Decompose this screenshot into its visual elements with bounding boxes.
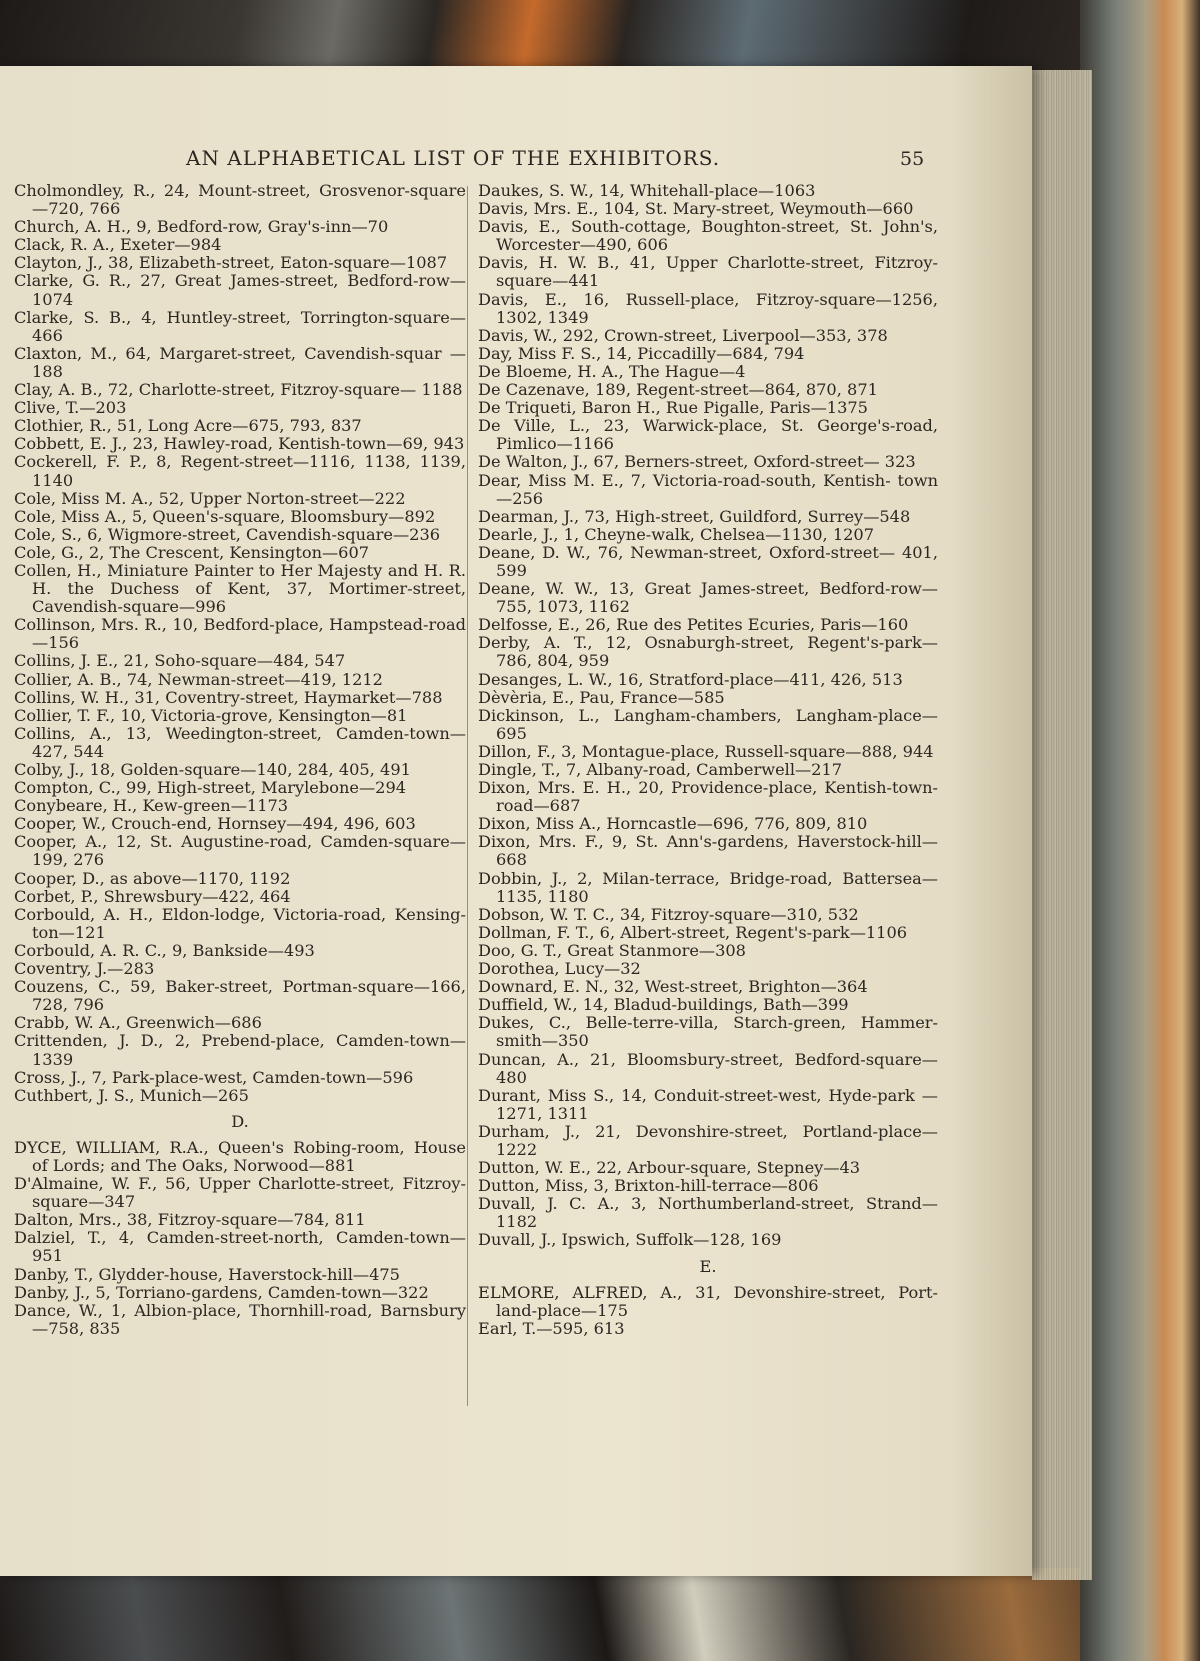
exhibitor-entry: Dutton, W. E., 22, Arbour-square, Stepney—43 xyxy=(478,1158,861,1178)
exhibitor-entry: Dearman, J., 73, High-street, Guildford, Surrey—548 xyxy=(478,506,911,526)
exhibitor-entry: Day, Miss F. S., 14, Piccadilly—684, 794 xyxy=(478,343,805,363)
exhibitor-entry: Dear, Miss M. E., 7, Victoria-road-south, Kentish- town—256 xyxy=(478,470,938,508)
exhibitor-entry: Collins, W. H., 31, Coventry-street, Haymarket—788 xyxy=(14,687,443,707)
running-head: AN ALPHABETICAL LIST OF THE EXHIBITORS. xyxy=(186,146,721,170)
exhibitor-entry: Collen, H., Miniature Painter to Her Majesty and H. R. H. the Duchess of Kent, 37, Mortimer-street, Cavendish-square—996 xyxy=(14,560,466,617)
exhibitor-entry: Dillon, F., 3, Montague-place, Russell-square—888, 944 xyxy=(478,741,934,761)
page-edges xyxy=(1032,70,1092,1580)
exhibitor-entry: Conybeare, H., Kew-green—1173 xyxy=(14,796,289,816)
exhibitor-entry: DYCE, WILLIAM, R.A., Queen's Robing-room, House of Lords; and The Oaks, Norwood—881 xyxy=(14,1137,466,1175)
exhibitor-entry: Duncan, A., 21, Bloomsbury-street, Bedford-square— 480 xyxy=(478,1049,938,1087)
exhibitor-entry: Derby, A. T., 12, Osnaburgh-street, Regent's-park— 786, 804, 959 xyxy=(478,633,938,671)
right-column xyxy=(478,182,938,1338)
exhibitor-entry: Davis, W., 292, Crown-street, Liverpool—353, 378 xyxy=(478,325,888,345)
exhibitor-entry: Collins, A., 13, Weedington-street, Camden-town— 427, 544 xyxy=(14,723,466,761)
exhibitor-entry: Cuthbert, J. S., Munich—265 xyxy=(14,1085,249,1105)
exhibitor-entry: Duffield, W., 14, Bladud-buildings, Bath—399 xyxy=(478,995,849,1015)
exhibitor-entry: Clarke, G. R., 27, Great James-street, Bedford-row— 1074 xyxy=(14,271,466,309)
exhibitor-entry: Crittenden, J. D., 2, Prebend-place, Camden-town— 1339 xyxy=(14,1031,466,1069)
exhibitor-entry: Collinson, Mrs. R., 10, Bedford-place, Hampstead-road —156 xyxy=(14,615,466,653)
exhibitor-entry: Clive, T.—203 xyxy=(14,398,127,418)
left-column xyxy=(14,182,466,1338)
exhibitor-entry: Desanges, L. W., 16, Stratford-place—411, 426, 513 xyxy=(478,669,903,689)
exhibitor-entry: ELMORE, ALFRED, A., 31, Devonshire-street, Port- land-place—175 xyxy=(478,1282,938,1320)
exhibitor-entry: De Cazenave, 189, Regent-street—864, 870, 871 xyxy=(478,380,878,400)
exhibitor-entry: Dobson, W. T. C., 34, Fitzroy-square—310, 532 xyxy=(478,904,859,924)
exhibitor-entry: Cholmondley, R., 24, Mount-street, Grosvenor-square —720, 766 xyxy=(14,181,466,219)
exhibitor-entry: Clay, A. B., 72, Charlotte-street, Fitzroy-square— 1188 xyxy=(14,380,463,400)
page-number: 55 xyxy=(900,148,925,170)
exhibitor-entry: De Walton, J., 67, Berners-street, Oxford-street— 323 xyxy=(478,452,916,472)
exhibitor-entry: Couzens, C., 59, Baker-street, Portman-square—166, 728, 796 xyxy=(14,977,466,1015)
exhibitor-entry: Cooper, W., Crouch-end, Hornsey—494, 496, 603 xyxy=(14,814,416,834)
exhibitor-entry: Corbet, P., Shrewsbury—422, 464 xyxy=(14,886,291,906)
exhibitor-entry: Deane, W. W., 13, Great James-street, Bedford-row— 755, 1073, 1162 xyxy=(478,579,938,617)
exhibitor-entry: Cole, G., 2, The Crescent, Kensington—607 xyxy=(14,542,370,562)
exhibitor-entry: Davis, H. W. B., 41, Upper Charlotte-street, Fitzroy- square—441 xyxy=(478,253,938,291)
exhibitor-entry: Durham, J., 21, Devonshire-street, Portland-place— 1222 xyxy=(478,1121,938,1159)
exhibitor-entry: Cooper, A., 12, St. Augustine-road, Camden-square— 199, 276 xyxy=(14,832,466,870)
exhibitor-entry: Dixon, Mrs. E. H., 20, Providence-place, Kentish-town- road—687 xyxy=(478,778,938,816)
entries-d-list xyxy=(14,1139,466,1338)
exhibitor-entry: Dixon, Mrs. F., 9, St. Ann's-gardens, Haverstock-hill— 668 xyxy=(478,832,938,870)
exhibitor-entry: Cross, J., 7, Park-place-west, Camden-town—596 xyxy=(14,1067,414,1087)
exhibitor-entry: Cole, S., 6, Wigmore-street, Cavendish-square—236 xyxy=(14,524,441,544)
exhibitor-entry: Cole, Miss M. A., 52, Upper Norton-street—222 xyxy=(14,488,406,508)
exhibitor-entry: Deane, D. W., 76, Newman-street, Oxford-street— 401, 599 xyxy=(478,542,938,580)
exhibitor-entry: Colby, J., 18, Golden-square—140, 284, 405, 491 xyxy=(14,760,411,779)
section-heading-e: E. xyxy=(699,1256,717,1276)
exhibitor-entry: Dingle, T., 7, Albany-road, Camberwell—217 xyxy=(478,760,843,779)
exhibitor-entry: Dance, W., 1, Albion-place, Thornhill-road, Barnsbury —758, 835 xyxy=(14,1300,466,1338)
exhibitor-entry: Davis, E., South-cottage, Boughton-street, St. John's, Worcester—490, 606 xyxy=(478,217,938,255)
column-rule xyxy=(467,186,468,1406)
section-heading-d: D. xyxy=(231,1111,249,1131)
exhibitor-entry: Dukes, C., Belle-terre-villa, Starch-green, Hammer- smith—350 xyxy=(478,1013,938,1051)
exhibitor-entry: Cobbett, E. J., 23, Hawley-road, Kentish-town—69, 943 xyxy=(14,434,465,454)
exhibitor-entry: Dalton, Mrs., 38, Fitzroy-square—784, 811 xyxy=(14,1210,366,1230)
exhibitor-entry: Delfosse, E., 26, Rue des Petites Ecuries, Paris—160 xyxy=(478,615,909,635)
exhibitor-entry: Dutton, Miss, 3, Brixton-hill-terrace—806 xyxy=(478,1176,819,1196)
exhibitor-entry: Cockerell, F. P., 8, Regent-street—1116, 1138, 1139, 1140 xyxy=(14,452,466,490)
book-edge-marbling xyxy=(1080,0,1200,1661)
exhibitor-entry: Claxton, M., 64, Margaret-street, Cavendish-squar — 188 xyxy=(14,343,466,381)
exhibitor-entry: Doo, G. T., Great Stanmore—308 xyxy=(478,940,746,960)
exhibitor-entry: Church, A. H., 9, Bedford-row, Gray's-inn—70 xyxy=(14,217,389,237)
exhibitor-entry: Collier, T. F., 10, Victoria-grove, Kensington—81 xyxy=(14,705,408,725)
exhibitor-entry: Danby, T., Glydder-house, Haverstock-hill—475 xyxy=(14,1264,400,1284)
exhibitor-entry: Davis, Mrs. E., 104, St. Mary-street, Weymouth—660 xyxy=(478,199,914,219)
exhibitor-entry: Dixon, Miss A., Horncastle—696, 776, 809, 810 xyxy=(478,814,868,834)
exhibitor-entry: Dobbin, J., 2, Milan-terrace, Bridge-road, Battersea— 1135, 1180 xyxy=(478,868,938,906)
exhibitor-entry: Clarke, S. B., 4, Huntley-street, Torrington-square— 466 xyxy=(14,307,466,345)
exhibitor-entry: Davis, E., 16, Russell-place, Fitzroy-square—1256, 1302, 1349 xyxy=(478,289,938,327)
entries-e-list xyxy=(478,1284,938,1338)
exhibitor-entry: Compton, C., 99, High-street, Marylebone—294 xyxy=(14,778,407,798)
exhibitor-entry: Earl, T.—595, 613 xyxy=(478,1318,625,1338)
exhibitor-entry: Dearle, J., 1, Cheyne-walk, Chelsea—1130, 1207 xyxy=(478,524,875,544)
exhibitor-entry: Clothier, R., 51, Long Acre—675, 793, 837 xyxy=(14,416,362,436)
exhibitor-entry: Collins, J. E., 21, Soho-square—484, 547 xyxy=(14,651,346,671)
exhibitor-entry: De Bloeme, H. A., The Hague—4 xyxy=(478,361,746,381)
exhibitor-entry: Coventry, J.—283 xyxy=(14,959,155,979)
exhibitor-entry: De Ville, L., 23, Warwick-place, St. George's-road, Pimlico—1166 xyxy=(478,416,938,454)
exhibitor-entry: Dorothea, Lucy—32 xyxy=(478,959,641,979)
exhibitor-entry: Duvall, J. C. A., 3, Northumberland-street, Strand— 1182 xyxy=(478,1194,938,1232)
exhibitor-entry: Cooper, D., as above—1170, 1192 xyxy=(14,868,291,888)
exhibitor-entry: Corbould, A. H., Eldon-lodge, Victoria-road, Kensing- ton—121 xyxy=(14,904,466,942)
exhibitor-entry: D'Almaine, W. F., 56, Upper Charlotte-street, Fitzroy- square—347 xyxy=(14,1174,466,1212)
exhibitor-entry: Daukes, S. W., 14, Whitehall-place—1063 xyxy=(478,181,816,200)
exhibitor-entry: Clayton, J., 38, Elizabeth-street, Eaton-square—1087 xyxy=(14,253,448,273)
exhibitor-entry: De Triqueti, Baron H., Rue Pigalle, Paris—1375 xyxy=(478,398,868,418)
entries-d-list-continued xyxy=(478,182,938,1250)
exhibitor-entry: Crabb, W. A., Greenwich—686 xyxy=(14,1013,262,1033)
exhibitor-entry: Durant, Miss S., 14, Conduit-street-west, Hyde-park —1271, 1311 xyxy=(478,1085,938,1123)
exhibitor-entry: Collier, A. B., 74, Newman-street—419, 1212 xyxy=(14,669,383,689)
marbled-endpaper-bottom xyxy=(0,1568,1200,1661)
exhibitor-entry: Corbould, A. R. C., 9, Bankside—493 xyxy=(14,940,315,960)
exhibitor-entry: Dollman, F. T., 6, Albert-street, Regent's-park—1106 xyxy=(478,922,908,942)
exhibitor-entry: Downard, E. N., 32, West-street, Brighton—364 xyxy=(478,977,868,997)
exhibitor-entry: Cole, Miss A., 5, Queen's-square, Bloomsbury—892 xyxy=(14,506,436,526)
exhibitor-entry: Danby, J., 5, Torriano-gardens, Camden-town—322 xyxy=(14,1282,429,1302)
entries-c-list xyxy=(14,182,466,1105)
exhibitor-entry: Dèvèria, E., Pau, France—585 xyxy=(478,687,725,707)
exhibitor-entry: Duvall, J., Ipswich, Suffolk—128, 169 xyxy=(478,1230,782,1250)
exhibitor-entry: Dalziel, T., 4, Camden-street-north, Camden-town— 951 xyxy=(14,1228,466,1266)
exhibitor-entry: Dickinson, L., Langham-chambers, Langham-place— 695 xyxy=(478,705,938,743)
exhibitor-entry: Clack, R. A., Exeter—984 xyxy=(14,235,222,255)
